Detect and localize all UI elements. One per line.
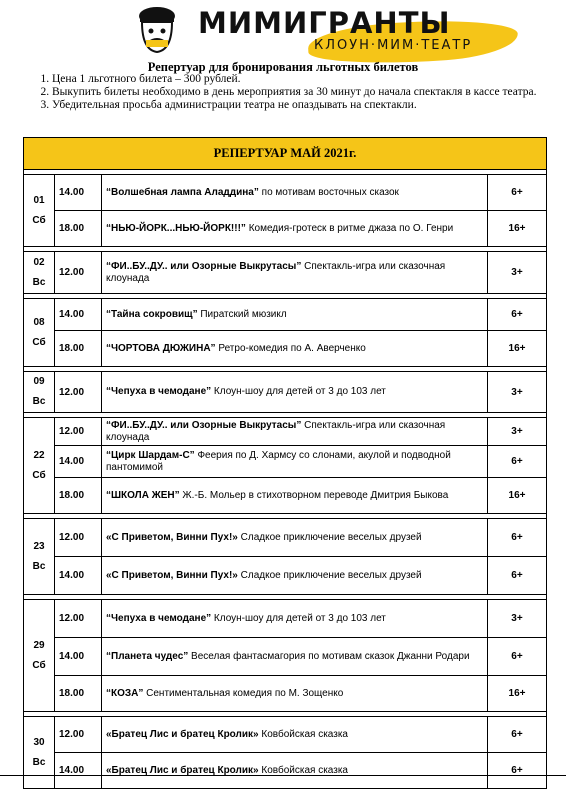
show-description: Сладкое приключение веселых друзей: [237, 531, 422, 543]
day-date: 02: [33, 256, 45, 268]
show-name: “ФИ..БУ..ДУ.. или Озорные Выкрутасы”: [106, 419, 302, 431]
show-description: Сладкое приключение веселых друзей: [237, 569, 422, 581]
show-description: Ковбойская сказка: [258, 728, 348, 740]
age-rating: 6+: [488, 557, 547, 595]
show-name: “Планета чудес”: [106, 650, 189, 662]
show-cell: [102, 252, 488, 294]
age-rating: 6+: [488, 519, 547, 557]
show-cell: [102, 478, 488, 514]
logo-subtitle: КЛОУН·МИМ·ТЕАТР: [314, 38, 473, 53]
show-name: “Чепуха в чемодане”: [106, 386, 212, 397]
age-rating: 6+: [488, 638, 547, 676]
show-time: 14.00: [55, 175, 102, 211]
table-row: [24, 557, 547, 595]
day-date: 29: [33, 639, 45, 651]
day-weekday: Вс: [32, 756, 46, 768]
day-date: 30: [33, 736, 45, 748]
age-rating: 3+: [488, 600, 547, 638]
table-row: [24, 478, 547, 514]
day-cell: [24, 299, 55, 367]
table-row: [24, 753, 547, 789]
bottom-divider: [0, 775, 566, 776]
table-row: [24, 446, 547, 478]
age-rating: 16+: [488, 478, 547, 514]
show-name: “ШКОЛА ЖЕН”: [106, 489, 180, 501]
table-row: [24, 372, 547, 413]
show-name: «Братец Лис и братец Кролик»: [106, 764, 259, 776]
day-cell: [24, 175, 55, 247]
age-rating: 16+: [488, 211, 547, 247]
age-rating: 6+: [488, 717, 547, 753]
note-item: 3. Убедительная просьба администрации театра не опаздывать на спектакли.: [52, 99, 562, 112]
age-rating: 6+: [488, 753, 547, 789]
day-date: 23: [33, 540, 45, 552]
show-name: “НЬЮ-ЙОРК...НЬЮ-ЙОРК!!!”: [106, 222, 246, 234]
show-description: Пиратский мюзикл: [197, 308, 287, 320]
show-name: «Братец Лис и братец Кролик»: [106, 728, 259, 740]
show-description: Спектакль-игра или сказочная клоунада: [106, 419, 446, 443]
table-row: [24, 211, 547, 247]
show-time: 18.00: [55, 676, 102, 712]
page-subtitle: Репертуар для бронирования льготных билетов: [147, 60, 419, 74]
age-rating: 3+: [488, 252, 547, 294]
show-time: 14.00: [55, 299, 102, 331]
show-name: “ФИ..БУ..ДУ.. или Озорные Выкрутасы”: [106, 260, 302, 272]
show-description: Ретро-комедия по А. Аверченко: [215, 342, 366, 354]
show-description: Веселая фантасмагория по мотивам сказок Джанни Родари: [188, 650, 470, 662]
show-description: Комедия-гротеск в ритме джаза по О. Генри: [245, 222, 454, 234]
table-header-row: [24, 138, 547, 170]
day-weekday: Сб: [32, 336, 46, 348]
show-name: “Цирк Шардам-С”: [106, 449, 195, 461]
show-cell: [102, 211, 488, 247]
show-cell: [102, 446, 488, 478]
show-cell: [102, 557, 488, 595]
day-cell: [24, 252, 55, 294]
repertoire-table: [23, 137, 547, 789]
show-cell: [102, 372, 488, 413]
show-time: 18.00: [55, 331, 102, 367]
age-rating: 6+: [488, 446, 547, 478]
show-description: по мотивам восточных сказок: [258, 186, 399, 198]
show-time: 14.00: [55, 446, 102, 478]
show-cell: [102, 753, 488, 789]
show-time: 18.00: [55, 211, 102, 247]
show-description: Клоун-шоу для детей от 3 до 103 лет: [211, 612, 386, 624]
day-cell: [24, 519, 55, 595]
show-time: 12.00: [55, 717, 102, 753]
age-rating: 16+: [488, 676, 547, 712]
day-weekday: Вс: [32, 560, 46, 572]
show-name: “КОЗА”: [106, 687, 144, 699]
show-name: «С Приветом, Винни Пух!»: [106, 531, 238, 543]
day-weekday: Сб: [32, 659, 46, 671]
note-item: 1. Цена 1 льготного билета – 300 рублей.: [52, 73, 562, 86]
day-cell: [24, 600, 55, 712]
show-description: Сентиментальная комедия по М. Зощенко: [143, 687, 344, 699]
day-date: 22: [33, 449, 45, 461]
day-date: 09: [33, 376, 45, 387]
day-cell: [24, 372, 55, 413]
table-row: [24, 252, 547, 294]
day-weekday: Сб: [32, 214, 46, 226]
show-cell: [102, 331, 488, 367]
show-time: 12.00: [55, 252, 102, 294]
show-name: “ЧОРТОВА ДЮЖИНА”: [106, 342, 216, 354]
day-weekday: Вс: [32, 396, 46, 407]
show-name: “Тайна сокровищ”: [106, 308, 198, 320]
show-cell: [102, 519, 488, 557]
table-row: [24, 175, 547, 211]
show-time: 14.00: [55, 638, 102, 676]
notes-list: [30, 73, 562, 112]
show-description: Спектакль-игра или сказочная клоунада: [106, 260, 446, 284]
clown-face-icon: [132, 4, 182, 56]
note-item: 2. Выкупить билеты необходимо в день мероприятия за 30 минут до начала спектакля в кассе театра.: [52, 86, 562, 99]
show-time: 12.00: [55, 519, 102, 557]
show-name: “Чепуха в чемодане”: [106, 612, 212, 624]
logo-title: МИМИГРАНТЫ: [198, 6, 451, 40]
table-row: [24, 600, 547, 638]
day-cell: [24, 418, 55, 514]
show-cell: [102, 717, 488, 753]
day-cell: [24, 717, 55, 789]
table-row: [24, 676, 547, 712]
show-description: Феерия по Д. Хармсу со слонами, акулой и подводной пантомимой: [106, 449, 451, 473]
age-rating: 3+: [488, 418, 547, 446]
show-time: 12.00: [55, 372, 102, 413]
table-row: [24, 299, 547, 331]
show-description: Клоун-шоу для детей от 3 до 103 лет: [211, 386, 386, 397]
show-name: «С Приветом, Винни Пух!»: [106, 569, 238, 581]
show-cell: [102, 299, 488, 331]
table-row: [24, 717, 547, 753]
show-cell: [102, 418, 488, 446]
show-cell: [102, 676, 488, 712]
age-rating: 6+: [488, 175, 547, 211]
show-time: 18.00: [55, 478, 102, 514]
show-time: 14.00: [55, 557, 102, 595]
day-weekday: Вс: [32, 276, 46, 288]
age-rating: 6+: [488, 299, 547, 331]
table-row: [24, 638, 547, 676]
table-row: [24, 418, 547, 446]
show-time: 14.00: [55, 753, 102, 789]
show-cell: [102, 638, 488, 676]
show-cell: [102, 600, 488, 638]
age-rating: 16+: [488, 331, 547, 367]
theatre-logo: [118, 4, 473, 58]
age-rating: 3+: [488, 372, 547, 413]
show-cell: [102, 175, 488, 211]
day-date: 08: [33, 316, 45, 328]
day-date: 01: [33, 194, 45, 206]
show-name: “Волшебная лампа Аладдина”: [106, 186, 259, 198]
table-row: [24, 519, 547, 557]
show-description: Ковбойская сказка: [258, 764, 348, 776]
table-row: [24, 331, 547, 367]
table-title: РЕПЕРТУАР МАЙ 2021г.: [24, 138, 547, 170]
show-time: 12.00: [55, 600, 102, 638]
show-description: Ж.-Б. Мольер в стихотворном переводе Дмитрия Быкова: [179, 489, 449, 501]
day-weekday: Сб: [32, 469, 46, 481]
show-time: 12.00: [55, 418, 102, 446]
